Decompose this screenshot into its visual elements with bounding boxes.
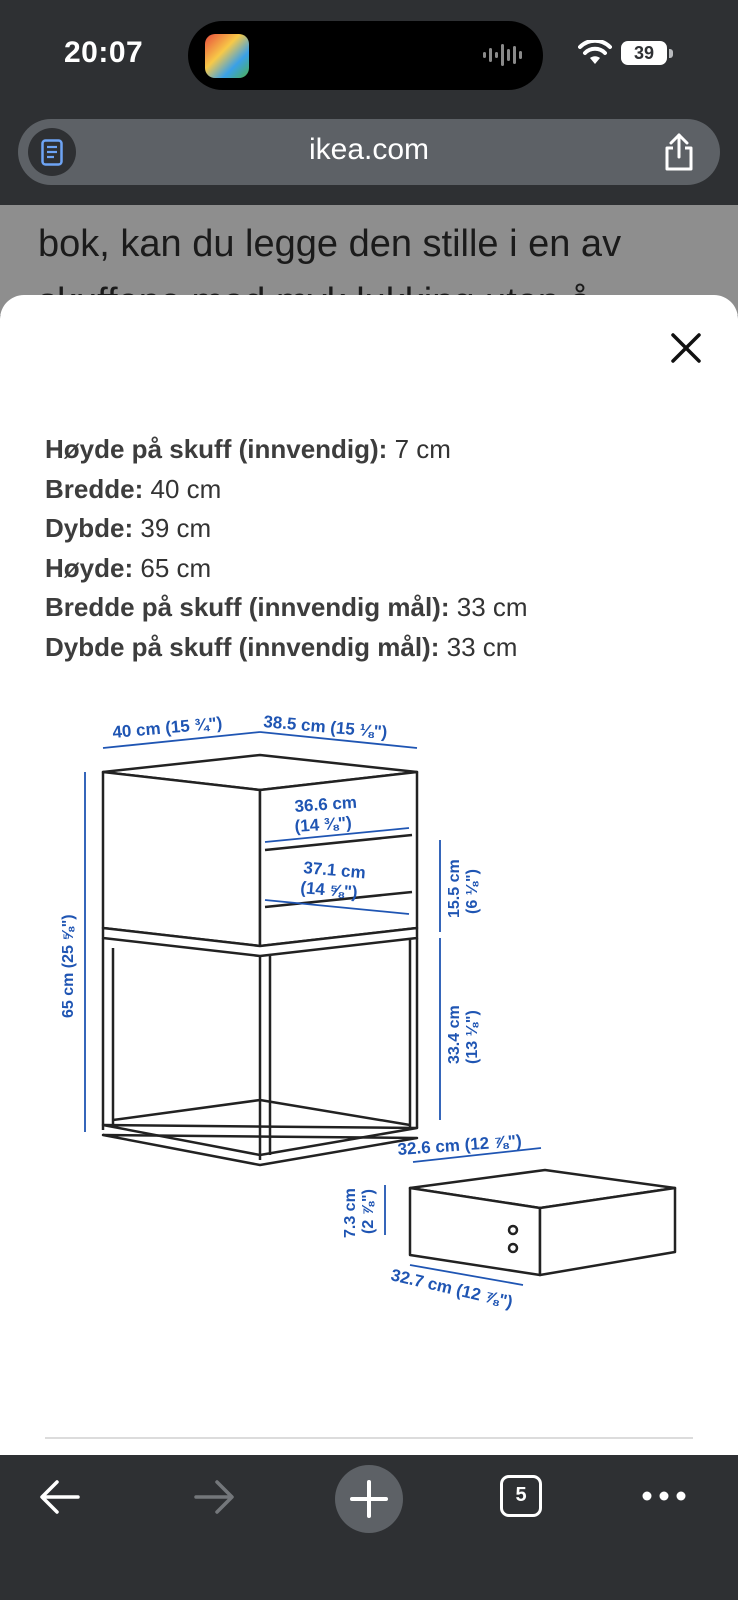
dim-drawer-height-in: (2 ⅞") <box>360 1189 377 1234</box>
forward-arrow-icon[interactable] <box>192 1477 236 1517</box>
spec-label: Høyde: <box>45 552 134 583</box>
spec-value: 39 cm <box>140 513 212 544</box>
spec-label: Dybde: <box>45 513 134 544</box>
spec-label: Dybde på skuff (innvendig mål): <box>45 631 440 662</box>
spec-value: 40 cm <box>150 473 222 504</box>
spec-row <box>45 549 705 589</box>
dim-drawer-depth: 32.7 cm (12 ⅞") <box>389 1265 515 1312</box>
new-tab-button[interactable] <box>335 1465 403 1533</box>
battery-icon: 39 <box>621 41 667 65</box>
spec-label: Høyde på skuff (innvendig): <box>45 434 388 464</box>
address-bar[interactable] <box>18 119 720 185</box>
status-bar <box>0 0 738 110</box>
spec-value: 65 cm <box>140 552 212 583</box>
more-icon[interactable] <box>641 1490 687 1502</box>
close-icon[interactable] <box>668 330 704 366</box>
tabs-button[interactable]: 5 <box>500 1475 542 1517</box>
dim-drawer-height: 7.3 cm <box>342 1188 359 1238</box>
section-divider <box>45 1437 693 1439</box>
dim-leg-height-in: (13 ⅛") <box>464 1010 481 1064</box>
spec-row <box>45 470 705 510</box>
dynamic-island[interactable] <box>188 21 543 90</box>
dim-leg-height: 33.4 cm <box>446 1005 463 1064</box>
dim-depth-outer: 38.5 cm (15 ⅛") <box>262 712 389 742</box>
spec-row <box>45 588 705 628</box>
url-text[interactable]: ikea.com <box>308 133 430 166</box>
wifi-icon <box>578 40 612 66</box>
dim-total-height: 65 cm (25 ⅝") <box>60 914 77 1018</box>
dimension-diagram <box>45 700 705 1360</box>
background-page-text: bok, kan du legge den stille i en av <box>38 223 622 265</box>
dim-inner-top: 36.6 cm <box>293 792 358 816</box>
audio-wave-icon <box>483 43 525 67</box>
browser-toolbar <box>0 1455 738 1600</box>
spec-row <box>45 509 705 549</box>
dim-drawer-width: 32.6 cm (12 ⅞") <box>396 1131 523 1159</box>
dim-inner-bottom-in: (14 ⅝") <box>299 878 359 902</box>
dim-inner-bottom: 37.1 cm <box>302 858 367 883</box>
plus-icon <box>335 1465 403 1533</box>
dimension-specs <box>45 430 705 668</box>
dim-shelf-height: 15.5 cm <box>446 859 463 918</box>
dim-inner-top-in: (14 ⅜") <box>293 813 353 836</box>
spec-label: Bredde: <box>45 473 144 504</box>
spec-value: 33 cm <box>446 631 518 662</box>
spec-label: Bredde på skuff (innvendig mål): <box>45 592 450 623</box>
share-icon[interactable] <box>662 132 696 172</box>
dim-width-outer: 40 cm (15 ¾") <box>111 713 224 742</box>
spec-value: 33 cm <box>456 592 528 623</box>
spec-value: 7 cm <box>394 434 451 464</box>
spec-row <box>45 628 705 668</box>
status-time: 20:07 <box>64 36 144 69</box>
battery-tip <box>669 49 673 58</box>
dim-shelf-height-in: (6 ⅛") <box>464 869 481 914</box>
spec-row <box>45 430 705 470</box>
now-playing-app-icon <box>205 34 249 78</box>
back-arrow-icon[interactable] <box>38 1477 82 1517</box>
